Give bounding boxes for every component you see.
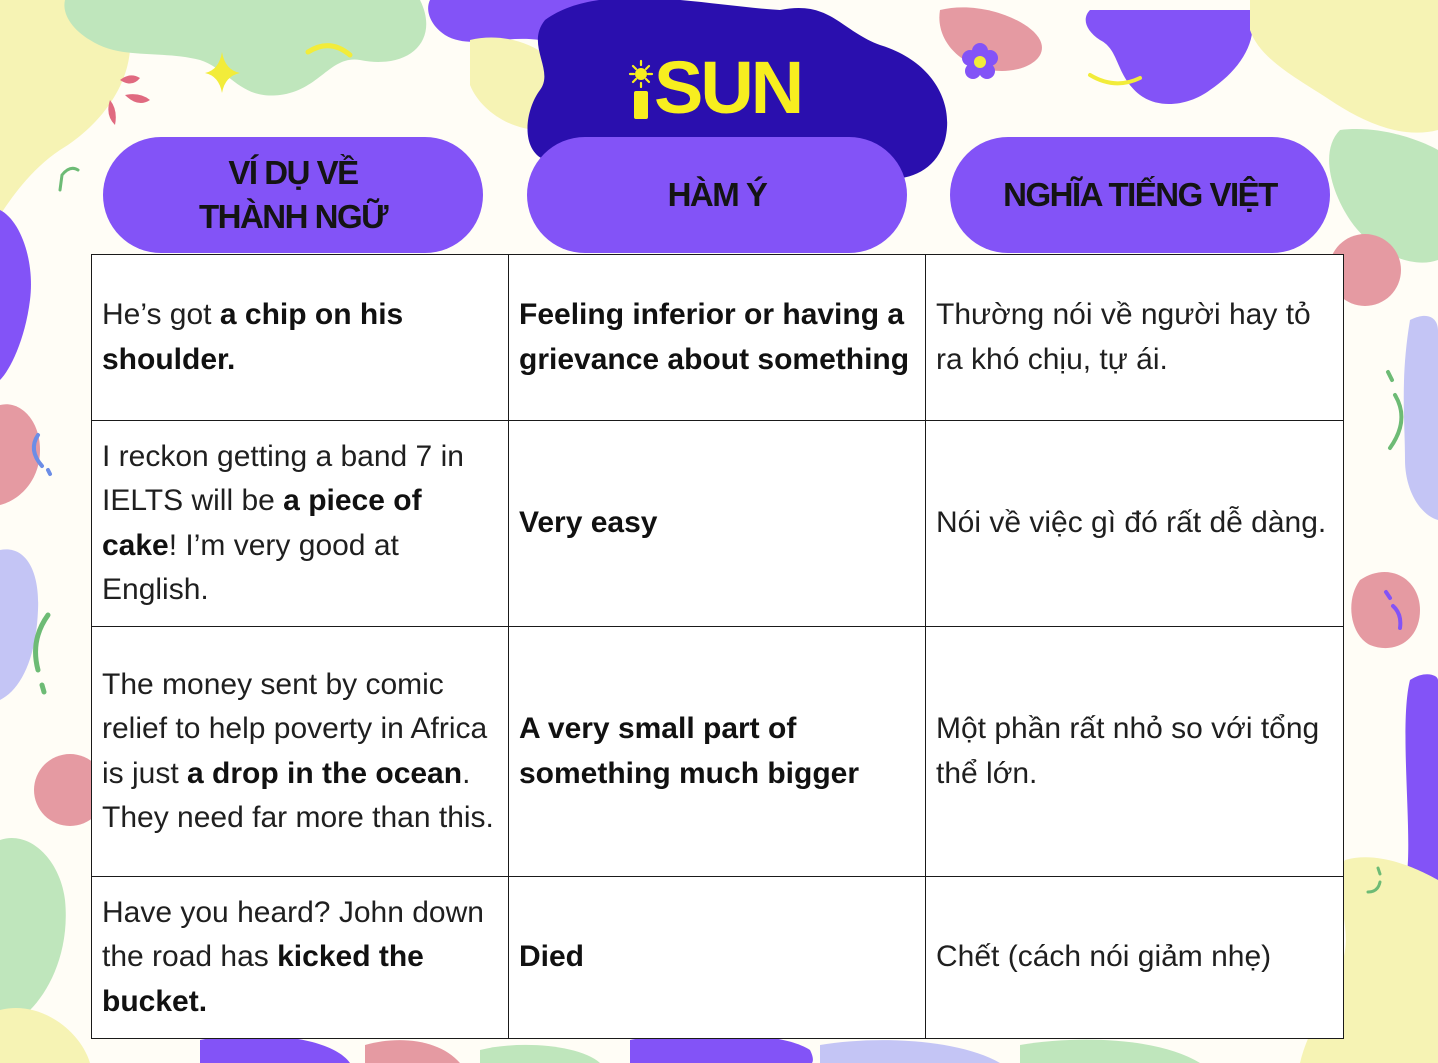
header-vietnamese <box>950 137 1330 253</box>
example-text: . They need far more than this. <box>102 756 494 834</box>
pink-blob <box>365 1040 460 1063</box>
yellow-blob <box>1250 0 1438 133</box>
example-cell <box>92 255 509 421</box>
squiggle-icon <box>36 615 48 692</box>
green-blob <box>480 1045 600 1063</box>
example-text: I reckon getting a band 7 in IELTS will be <box>102 439 464 517</box>
table-row <box>92 877 1344 1039</box>
lavender-blob <box>1404 316 1438 520</box>
example-cell <box>92 877 509 1039</box>
header-meaning <box>527 137 907 253</box>
meaning-cell: Died <box>509 877 926 1039</box>
idiom-phrase: a drop in the ocean <box>187 756 463 790</box>
meaning-cell: Very easy <box>509 421 926 627</box>
isun-logo <box>628 46 802 129</box>
example-cell <box>92 627 509 877</box>
header-example-label: VÍ DỤ VỀ THÀNH NGỮ <box>198 154 388 235</box>
header-vietnamese-label: NGHĨA TIẾNG VIỆT <box>1003 176 1277 213</box>
table-row <box>92 627 1344 877</box>
squiggle-icon <box>1388 372 1401 448</box>
table-row <box>92 421 1344 627</box>
example-text: He’s got <box>102 298 220 331</box>
purple-blob <box>0 210 31 380</box>
idiom-phrase: kicked the bucket. <box>102 940 424 1018</box>
logo-letter-i <box>628 53 654 123</box>
logo-text: SUN <box>654 46 802 129</box>
sun-icon <box>628 53 654 123</box>
vietnamese-cell: Chết (cách nói giảm nhẹ) <box>926 877 1344 1039</box>
purple-blob <box>200 1035 350 1063</box>
squiggle-icon <box>60 168 78 190</box>
meaning-cell: Feeling inferior or having a grievance about something <box>509 255 926 421</box>
yellow-blob <box>0 1008 90 1063</box>
idiom-phrase: a chip on his shoulder. <box>102 298 404 376</box>
table-row <box>92 255 1344 421</box>
purple-blob <box>1086 10 1253 104</box>
example-text: ! I’m very good at English. <box>102 528 399 606</box>
example-cell <box>92 421 509 627</box>
lavender-blob <box>820 1040 1000 1063</box>
lavender-blob <box>0 549 38 700</box>
green-blob <box>1020 1040 1200 1063</box>
example-text: Have you heard? John down the road has <box>102 895 484 974</box>
vietnamese-cell: Nói về việc gì đó rất dễ dàng. <box>926 421 1344 627</box>
vietnamese-cell: Một phần rất nhỏ so với tổng thể lớn. <box>926 627 1344 877</box>
pink-blob <box>1351 572 1420 648</box>
example-text: The money sent by comic relief to help poverty in Africa is just <box>102 667 488 790</box>
idiom-phrase: a piece of cake <box>102 484 422 562</box>
vietnamese-cell: Thường nói về người hay tỏ ra khó chịu, tự ái. <box>926 255 1344 421</box>
meaning-cell: A very small part of something much bigger <box>509 627 926 877</box>
green-blob <box>0 838 66 1028</box>
header-example <box>103 137 483 253</box>
header-meaning-label: HÀM Ý <box>667 176 767 213</box>
idioms-table <box>91 254 1344 1039</box>
